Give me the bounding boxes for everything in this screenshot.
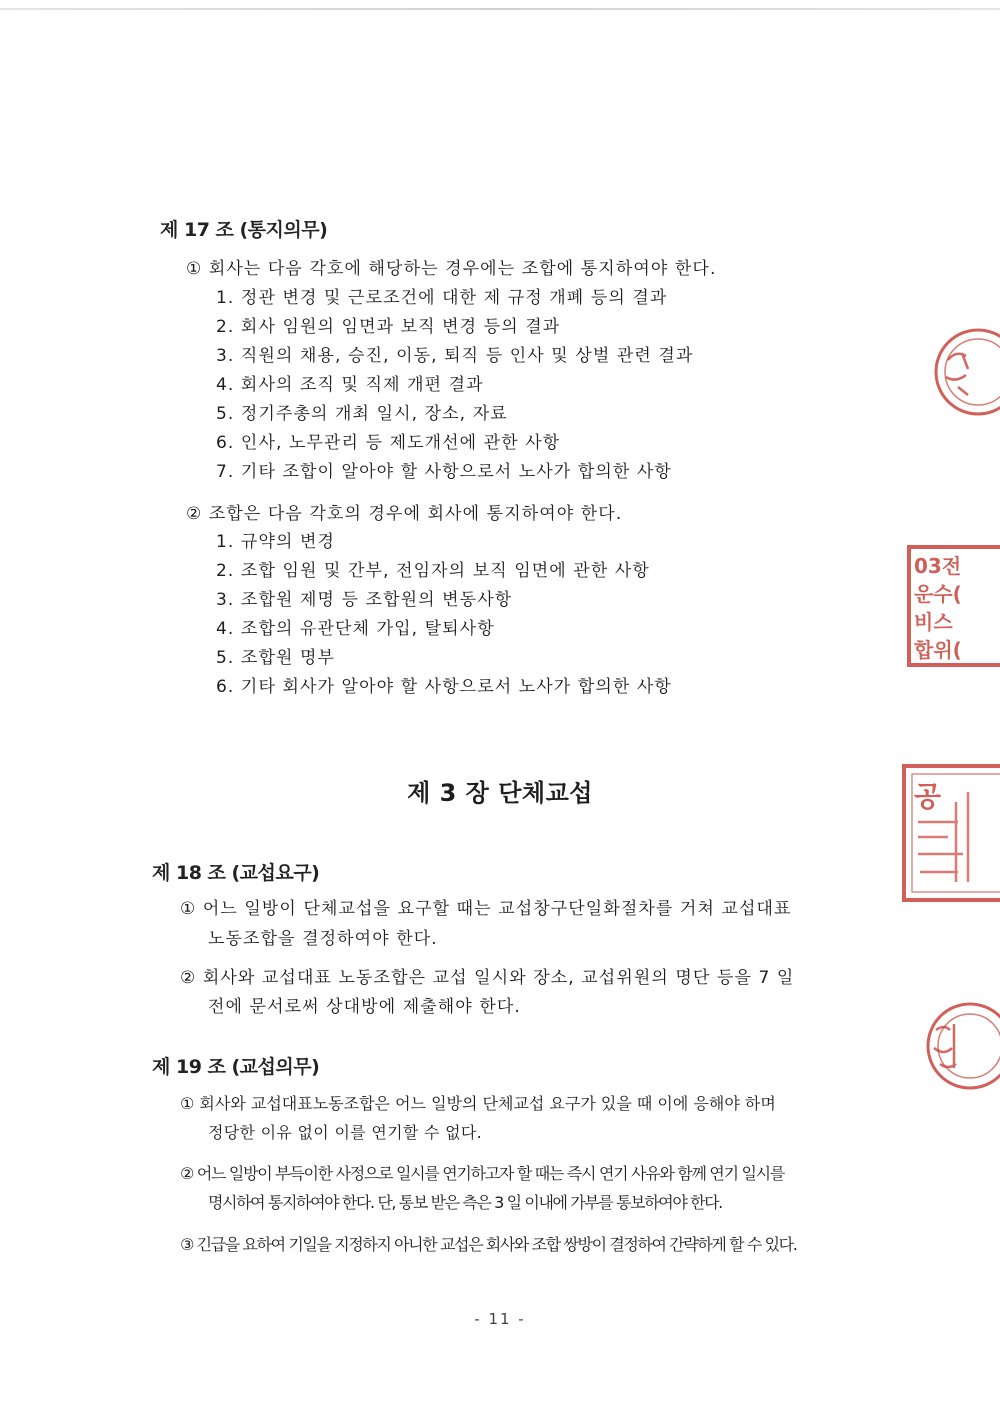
article-18-clause-2: ② 회사와 교섭대표 노동조합은 교섭 일시와 장소, 교섭위원의 명단 등을 7 일 bbox=[180, 968, 795, 988]
svg-text:합위(: 합위( bbox=[914, 638, 962, 662]
page-number: - 11 - bbox=[474, 1310, 526, 1328]
round-seal-stamp bbox=[918, 325, 1000, 420]
article-17-clause-1: ① 회사는 다음 각호에 해당하는 경우에는 조합에 통지하여야 한다. bbox=[186, 259, 717, 279]
chapter-3-title: 제 3 장 단체교섭 bbox=[407, 779, 593, 807]
article-19-clause-2: ② 어느 일방이 부득이한 사정으로 일시를 연기하고자 할 때는 즉시 연기 사유와 함께 연기 일시를 bbox=[180, 1164, 784, 1183]
article-18-clause-1: ① 어느 일방이 단체교섭을 요구할 때는 교섭창구단일화절차를 거쳐 교섭대표 bbox=[180, 899, 792, 919]
round-seal-stamp-2 bbox=[914, 1000, 1000, 1092]
svg-text:운수(: 운수( bbox=[914, 582, 962, 606]
article-19-clause-1: ① 회사와 교섭대표노동조합은 어느 일방의 단체교섭 요구가 있을 때 이에 응해야 하며 bbox=[180, 1094, 776, 1113]
article-17-clause-2-item: 4. 조합의 유관단체 가입, 탈퇴사항 bbox=[216, 619, 495, 639]
article-17-clause-2: ② 조합은 다음 각호의 경우에 회사에 통지하여야 한다. bbox=[186, 504, 623, 524]
article-17-clause-1-item: 5. 정기주총의 개최 일시, 장소, 자료 bbox=[216, 404, 508, 424]
article-19-title: 제 19 조 (교섭의무) bbox=[152, 1056, 320, 1078]
article-17-clause-1-item: 2. 회사 임원의 임면과 보직 변경 등의 결과 bbox=[216, 317, 561, 337]
article-18-clause-1-cont: 노동조합을 결정하여야 한다. bbox=[208, 929, 438, 949]
article-17-clause-2-item: 6. 기타 회사가 알아야 할 사항으로서 노사가 합의한 사항 bbox=[216, 677, 672, 697]
svg-text:비스: 비스 bbox=[914, 610, 953, 634]
svg-text:03전: 03전 bbox=[914, 554, 962, 578]
article-17-clause-2-item: 3. 조합원 제명 등 조합원의 변동사항 bbox=[216, 590, 513, 610]
article-17-clause-1-item: 4. 회사의 조직 및 직제 개편 결과 bbox=[216, 375, 484, 395]
article-18-title: 제 18 조 (교섭요구) bbox=[152, 862, 320, 884]
article-17-clause-1-item: 6. 인사, 노무관리 등 제도개선에 관한 사항 bbox=[216, 433, 561, 453]
svg-text:공: 공 bbox=[914, 780, 942, 813]
article-19-clause-2-cont: 명시하여 통지하여야 한다. 단, 통보 받은 측은 3 일 이내에 가부를 통보하여야 한다. bbox=[208, 1193, 722, 1212]
article-17-clause-2-item: 5. 조합원 명부 bbox=[216, 648, 336, 668]
article-17-clause-1-item: 3. 직원의 채용, 승진, 이동, 퇴직 등 인사 및 상벌 관련 결과 bbox=[216, 346, 694, 366]
article-17-clause-1-item: 1. 정관 변경 및 근로조건에 대한 제 규정 개폐 등의 결과 bbox=[216, 288, 668, 308]
article-17-clause-2-item: 1. 규약의 변경 bbox=[216, 532, 336, 552]
square-seal-stamp bbox=[903, 543, 1000, 670]
article-19-clause-3: ③ 긴급을 요하여 기일을 지정하지 아니한 교섭은 회사와 조합 쌍방이 결정하여 간략하게 할 수 있다. bbox=[180, 1235, 797, 1254]
article-19-clause-1-cont: 정당한 이유 없이 이를 연기할 수 없다. bbox=[208, 1123, 483, 1142]
square-seal-stamp-2 bbox=[898, 762, 1000, 904]
article-17-clause-1-item: 7. 기타 조합이 알아야 할 사항으로서 노사가 합의한 사항 bbox=[216, 462, 672, 482]
article-17-clause-2-item: 2. 조합 임원 및 간부, 전임자의 보직 임면에 관한 사항 bbox=[216, 561, 650, 581]
article-18-clause-2-cont: 전에 문서로써 상대방에 제출해야 한다. bbox=[208, 997, 521, 1017]
article-17-title: 제 17 조 (통지의무) bbox=[160, 219, 328, 241]
